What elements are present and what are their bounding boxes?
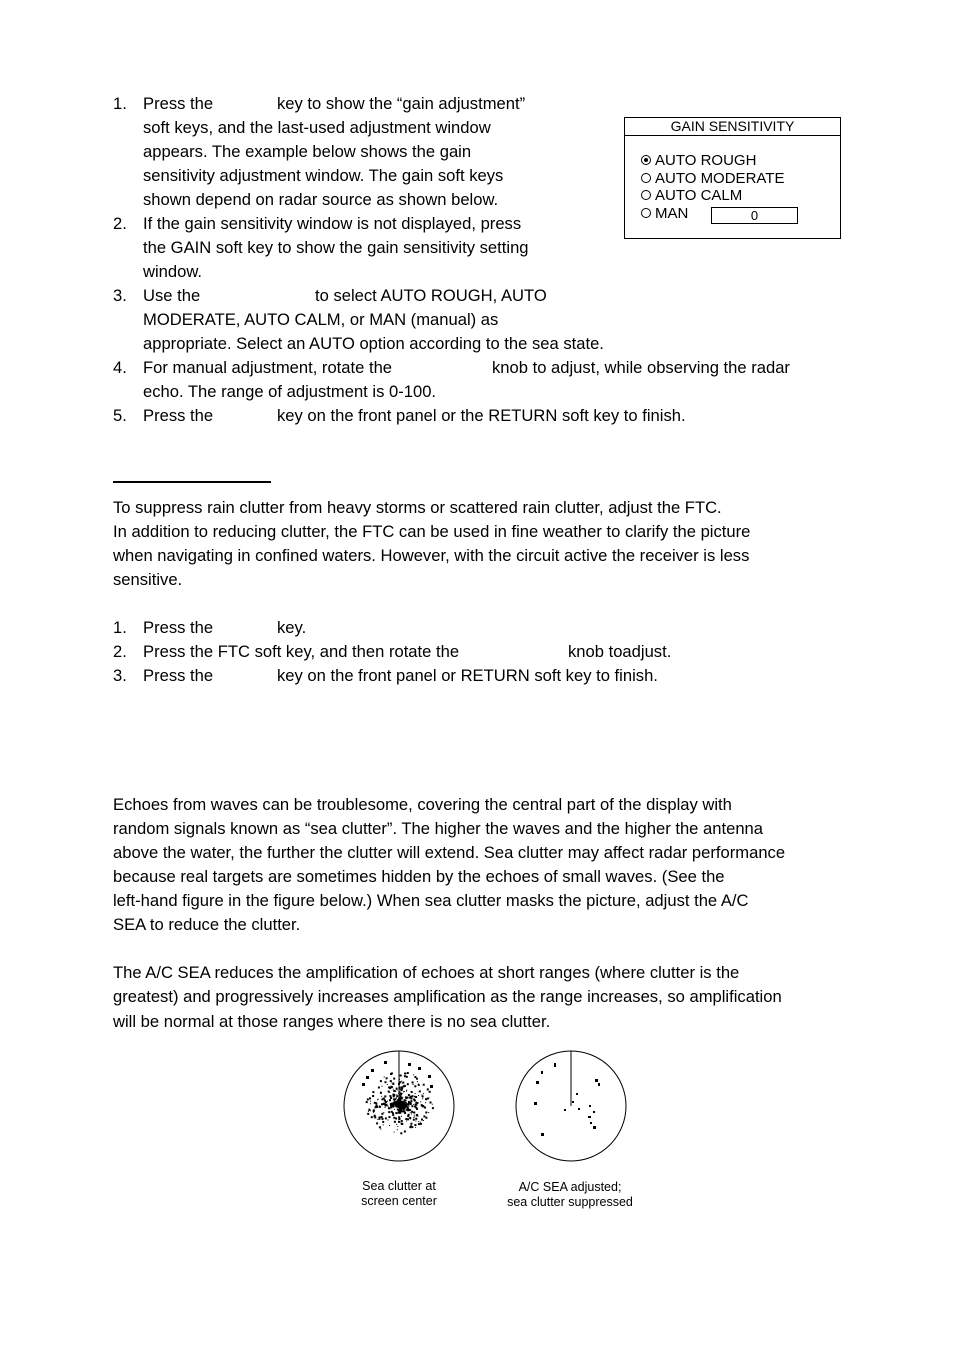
- clutter-echo: [392, 1114, 394, 1116]
- clutter-echo: [384, 1076, 385, 1077]
- clutter-echo: [382, 1118, 384, 1120]
- clutter-echo: [382, 1086, 383, 1087]
- clutter-echo: [406, 1090, 407, 1091]
- clutter-echo: [411, 1102, 412, 1103]
- option-label: MAN: [655, 205, 689, 222]
- clutter-echo: [398, 1110, 400, 1112]
- clutter-echo: [429, 1091, 431, 1093]
- step-text: key on the front panel or the RETURN soft key to finish.: [277, 406, 686, 425]
- clutter-echo: [397, 1089, 398, 1090]
- clutter-echo: [418, 1084, 419, 1085]
- clutter-echo: [373, 1109, 375, 1111]
- clutter-echo: [391, 1111, 393, 1113]
- clutter-echo: [408, 1094, 410, 1096]
- caption-line: A/C SEA adjusted;: [518, 1180, 622, 1194]
- option-auto-moderate[interactable]: [641, 170, 784, 187]
- paragraph-line: sensitive.: [113, 570, 183, 589]
- clutter-echo: [366, 1101, 368, 1103]
- clutter-echo: [419, 1090, 421, 1092]
- clutter-echo: [393, 1095, 395, 1097]
- clutter-echo: [413, 1112, 415, 1114]
- clutter-echo: [396, 1098, 397, 1099]
- clutter-echo: [391, 1103, 392, 1104]
- radio-selected-icon[interactable]: [641, 155, 651, 165]
- clutter-echo: [420, 1122, 421, 1123]
- clutter-echo: [399, 1075, 400, 1076]
- clutter-echo: [394, 1121, 396, 1123]
- clutter-echo: [399, 1079, 400, 1080]
- clutter-echo: [382, 1121, 384, 1123]
- clutter-echo: [407, 1072, 409, 1074]
- clutter-echo: [391, 1072, 393, 1074]
- target-echo: [418, 1067, 421, 1070]
- clutter-echo: [423, 1115, 425, 1117]
- clutter-echo: [425, 1102, 426, 1103]
- step-text: appropriate. Select an AUTO option according to the sea state.: [143, 334, 604, 353]
- clutter-echo: [399, 1087, 401, 1089]
- clutter-echo: [432, 1104, 433, 1105]
- clutter-echo: [400, 1132, 402, 1134]
- target-echo: [384, 1061, 387, 1064]
- clutter-echo: [427, 1098, 429, 1100]
- clutter-echo: [393, 1078, 395, 1080]
- clutter-echo: [400, 1122, 401, 1123]
- clutter-echo: [388, 1120, 389, 1121]
- clutter-echo: [388, 1106, 389, 1107]
- clutter-echo: [428, 1112, 429, 1113]
- option-auto-rough[interactable]: [641, 152, 756, 169]
- step-number: 2.: [113, 214, 127, 233]
- clutter-echo: [404, 1075, 406, 1077]
- window-title: GAIN SENSITIVITY: [625, 118, 840, 136]
- clutter-echo: [400, 1097, 401, 1098]
- gain-sensitivity-window: [624, 117, 841, 239]
- target-echo: [408, 1063, 411, 1066]
- clutter-echo: [403, 1108, 405, 1110]
- clutter-echo: [395, 1090, 396, 1091]
- step-text: knob to adjust, while observing the radar: [492, 358, 790, 377]
- clutter-echo: [409, 1117, 411, 1119]
- clutter-echo: [368, 1109, 370, 1111]
- clutter-echo: [432, 1107, 434, 1109]
- paragraph-line: To suppress rain clutter from heavy storms or scattered rain clutter, adjust the FTC.: [113, 498, 722, 517]
- step-text: If the gain sensitivity window is not displayed, press: [143, 214, 522, 233]
- clutter-echo: [399, 1101, 400, 1102]
- step-text: key.: [277, 618, 307, 637]
- clutter-echo: [391, 1082, 392, 1083]
- clutter-echo: [396, 1106, 398, 1108]
- clutter-echo: [411, 1105, 413, 1107]
- step-text: Press the: [143, 94, 214, 113]
- clutter-echo: [367, 1099, 369, 1101]
- clutter-echo: [418, 1095, 419, 1096]
- clutter-echo: [387, 1101, 388, 1102]
- option-man[interactable]: [641, 205, 688, 222]
- clutter-echo: [406, 1091, 407, 1092]
- clutter-echo: [387, 1084, 388, 1085]
- clutter-echo: [401, 1102, 402, 1103]
- clutter-echo: [430, 1102, 432, 1104]
- clutter-echo: [385, 1117, 387, 1119]
- clutter-echo: [401, 1089, 403, 1091]
- clutter-echo: [404, 1101, 405, 1102]
- clutter-echo: [414, 1085, 416, 1087]
- clutter-echo: [402, 1082, 404, 1084]
- clutter-echo: [367, 1113, 369, 1115]
- clutter-echo: [427, 1088, 429, 1090]
- clutter-echo: [410, 1112, 411, 1113]
- step-text: window.: [143, 262, 203, 281]
- paragraph-line: random signals known as “sea clutter”. The higher the waves and the higher the antenna: [113, 819, 764, 838]
- clutter-echo: [388, 1116, 390, 1118]
- clutter-echo: [402, 1093, 403, 1094]
- step-text: For manual adjustment, rotate the: [143, 358, 393, 377]
- clutter-echo: [402, 1097, 403, 1098]
- clutter-echo: [392, 1103, 394, 1105]
- clutter-echo: [381, 1103, 383, 1105]
- clutter-echo: [421, 1119, 423, 1121]
- clutter-echo: [405, 1118, 407, 1120]
- clutter-echo: [384, 1095, 386, 1097]
- clutter-echo: [414, 1116, 415, 1117]
- clutter-echo: [423, 1105, 424, 1106]
- clutter-echo: [397, 1126, 398, 1127]
- clutter-echo: [374, 1116, 376, 1118]
- clutter-echo: [400, 1109, 402, 1111]
- clutter-echo: [379, 1126, 381, 1128]
- clutter-echo: [392, 1105, 394, 1107]
- man-value-field[interactable]: 0: [711, 207, 798, 224]
- figure-caption-right: [490, 1180, 650, 1209]
- paragraph-line: left-hand figure in the figure below.) When sea clutter masks the picture, adjust the A/C: [113, 891, 749, 910]
- clutter-echo: [407, 1106, 409, 1108]
- clutter-echo: [406, 1076, 408, 1078]
- clutter-echo: [376, 1122, 378, 1124]
- clutter-echo: [399, 1081, 401, 1083]
- clutter-echo: [381, 1113, 383, 1115]
- clutter-echo: [401, 1123, 403, 1125]
- clutter-echo: [408, 1106, 409, 1107]
- clutter-echo: [414, 1096, 415, 1097]
- clutter-echo: [394, 1109, 395, 1110]
- clutter-echo: [385, 1105, 387, 1107]
- clutter-echo: [379, 1105, 380, 1106]
- clutter-echo: [390, 1097, 392, 1099]
- clutter-echo: [411, 1114, 412, 1115]
- clutter-echo: [404, 1112, 406, 1114]
- clutter-echo: [379, 1117, 381, 1119]
- step-text: soft keys, and the last-used adjustment window: [143, 118, 491, 137]
- clutter-echo: [393, 1082, 394, 1083]
- radar-figure-suppressed: [510, 1045, 632, 1167]
- clutter-echo: [415, 1104, 417, 1106]
- clutter-echo: [388, 1107, 390, 1109]
- clutter-echo: [383, 1124, 384, 1125]
- paragraph-line: The A/C SEA reduces the amplification of echoes at short ranges (where clutter is the: [113, 963, 740, 982]
- step-text: Use the: [143, 286, 201, 305]
- clutter-echo: [413, 1074, 414, 1075]
- clutter-echo: [380, 1080, 382, 1082]
- clutter-echo: [396, 1094, 397, 1095]
- clutter-echo: [403, 1091, 404, 1092]
- clutter-echo: [401, 1086, 403, 1088]
- clutter-echo: [425, 1098, 427, 1100]
- clutter-echo: [374, 1115, 376, 1117]
- clutter-echo: [381, 1116, 383, 1118]
- clutter-echo: [405, 1097, 407, 1099]
- clutter-echo: [423, 1093, 424, 1094]
- clutter-echo: [398, 1116, 400, 1118]
- step-text: echo. The range of adjustment is 0-100.: [143, 382, 437, 401]
- clutter-echo: [398, 1112, 399, 1113]
- clutter-echo: [398, 1093, 399, 1094]
- clutter-echo: [372, 1091, 374, 1093]
- clutter-echo: [395, 1118, 397, 1120]
- clutter-echo: [424, 1107, 426, 1109]
- clutter-echo: [397, 1129, 398, 1130]
- clutter-echo: [404, 1091, 405, 1092]
- clutter-echo: [404, 1085, 405, 1086]
- clutter-echo: [390, 1080, 392, 1082]
- paragraph-line: when navigating in confined waters. However, with the circuit active the receiver is less: [113, 546, 750, 565]
- target-echo: [430, 1085, 433, 1088]
- clutter-echo: [394, 1132, 395, 1133]
- clutter-echo: [404, 1110, 406, 1112]
- clutter-echo: [422, 1094, 423, 1095]
- clutter-echo: [390, 1086, 391, 1087]
- clutter-echo: [410, 1097, 411, 1098]
- clutter-echo: [417, 1081, 418, 1082]
- clutter-echo: [384, 1100, 386, 1102]
- clutter-echo: [401, 1116, 402, 1117]
- clutter-echo: [402, 1104, 403, 1105]
- caption-line: screen center: [361, 1193, 437, 1208]
- step-text: sensitivity adjustment window. The gain soft keys: [143, 166, 504, 185]
- section-divider: [113, 481, 271, 483]
- clutter-echo: [423, 1120, 424, 1121]
- clutter-echo: [389, 1087, 391, 1089]
- clutter-echo: [397, 1104, 399, 1106]
- clutter-echo: [415, 1118, 417, 1120]
- clutter-echo: [399, 1097, 400, 1098]
- clutter-echo: [407, 1115, 409, 1117]
- clutter-echo: [374, 1102, 376, 1104]
- radio-icon[interactable]: [641, 190, 651, 200]
- clutter-echo: [414, 1124, 416, 1126]
- clutter-echo: [380, 1129, 381, 1130]
- option-label: AUTO CALM: [655, 187, 743, 204]
- clutter-echo: [420, 1123, 422, 1125]
- step-text: to select AUTO ROUGH, AUTO: [315, 286, 547, 305]
- paragraph-line: will be normal at those ranges where there is no sea clutter.: [113, 1012, 551, 1031]
- clutter-echo: [423, 1084, 425, 1086]
- clutter-echo: [404, 1107, 405, 1108]
- step-text: the GAIN soft key to show the gain sensitivity setting: [143, 238, 529, 257]
- clutter-echo: [404, 1073, 406, 1075]
- step-text: Press the FTC soft key, and then rotate the: [143, 642, 460, 661]
- option-auto-calm[interactable]: [641, 187, 742, 204]
- clutter-echo: [372, 1095, 374, 1097]
- clutter-echo: [411, 1091, 413, 1093]
- paragraph-line: greatest) and progressively increases amplification as the range increases, so amplification: [113, 987, 782, 1006]
- clutter-echo: [415, 1107, 417, 1109]
- target-echo: [362, 1083, 365, 1086]
- clutter-echo: [373, 1112, 374, 1113]
- clutter-echo: [388, 1111, 390, 1113]
- clutter-echo: [380, 1092, 382, 1094]
- step-text: Press the: [143, 406, 214, 425]
- clutter-echo: [371, 1116, 373, 1118]
- target-echo: [428, 1075, 431, 1078]
- step-text: key to show the “gain adjustment”: [277, 94, 526, 113]
- clutter-echo: [378, 1087, 380, 1089]
- clutter-echo: [410, 1100, 412, 1102]
- step-text: appears. The example below shows the gain: [143, 142, 472, 161]
- clutter-echo: [370, 1103, 371, 1104]
- clutter-echo: [389, 1099, 391, 1101]
- clutter-echo: [394, 1100, 395, 1101]
- step-number: 2.: [113, 642, 127, 661]
- clutter-echo: [418, 1116, 419, 1117]
- step-number: 3.: [113, 286, 127, 305]
- clutter-echo: [401, 1081, 402, 1082]
- step-number: 5.: [113, 406, 127, 425]
- paragraph-line: above the water, the further the clutter will extend. Sea clutter may affect radar performance: [113, 843, 786, 862]
- clutter-echo: [399, 1099, 401, 1101]
- clutter-echo: [413, 1119, 415, 1121]
- clutter-echo: [397, 1099, 398, 1100]
- clutter-echo: [398, 1118, 400, 1120]
- clutter-echo: [398, 1121, 400, 1123]
- step-text: knob toadjust.: [568, 642, 672, 661]
- clutter-echo: [396, 1088, 398, 1090]
- step-number: 1.: [113, 94, 127, 113]
- paragraph-line: because real targets are sometimes hidden by the echoes of small waves. (See the: [113, 867, 725, 886]
- clutter-echo: [389, 1092, 390, 1093]
- clutter-echo: [407, 1118, 409, 1120]
- clutter-echo: [410, 1098, 412, 1100]
- clutter-echo: [418, 1121, 419, 1122]
- clutter-echo: [411, 1126, 413, 1128]
- clutter-echo: [376, 1106, 378, 1108]
- clutter-echo: [397, 1101, 398, 1102]
- paragraph-line: In addition to reducing clutter, the FTC can be used in fine weather to clarify the picture: [113, 522, 751, 541]
- clutter-echo: [415, 1127, 416, 1128]
- step-text: shown depend on radar source as shown below.: [143, 190, 499, 209]
- step-number: 1.: [113, 618, 127, 637]
- target-echo: [371, 1069, 374, 1072]
- step-text: Press the: [143, 666, 214, 685]
- clutter-echo: [382, 1098, 384, 1100]
- clutter-echo: [425, 1112, 427, 1114]
- clutter-echo: [377, 1099, 378, 1100]
- radio-icon[interactable]: [641, 173, 651, 183]
- clutter-echo: [404, 1131, 406, 1133]
- clutter-echo: [377, 1119, 378, 1120]
- clutter-echo: [383, 1112, 384, 1113]
- clutter-echo: [381, 1096, 382, 1097]
- paragraph-line: SEA to reduce the clutter.: [113, 915, 301, 934]
- clutter-echo: [409, 1126, 411, 1128]
- clutter-echo: [407, 1083, 409, 1085]
- clutter-echo: [395, 1112, 397, 1114]
- clutter-echo: [396, 1095, 398, 1097]
- clutter-echo: [406, 1100, 407, 1101]
- clutter-echo: [414, 1115, 415, 1116]
- clutter-echo: [408, 1103, 410, 1105]
- option-label: AUTO ROUGH: [655, 152, 757, 169]
- clutter-echo: [407, 1110, 408, 1111]
- clutter-echo: [385, 1107, 386, 1108]
- step-text: Press the: [143, 618, 214, 637]
- clutter-echo: [408, 1109, 410, 1111]
- clutter-echo: [422, 1098, 423, 1099]
- paragraph-line: Echoes from waves can be troublesome, covering the central part of the display with: [113, 795, 732, 814]
- clutter-echo: [385, 1103, 386, 1104]
- figure-caption-left: [338, 1179, 460, 1208]
- clutter-echo: [420, 1101, 421, 1102]
- clutter-echo: [369, 1097, 371, 1099]
- caption-line: sea clutter suppressed: [507, 1194, 633, 1209]
- clutter-echo: [393, 1094, 394, 1095]
- clutter-echo: [414, 1076, 416, 1078]
- clutter-echo: [415, 1120, 416, 1121]
- clutter-echo: [416, 1102, 417, 1103]
- clutter-echo: [422, 1095, 424, 1097]
- radar-figure-clutter: [338, 1045, 460, 1167]
- radio-icon[interactable]: [641, 208, 651, 218]
- clutter-echo: [370, 1101, 371, 1102]
- clutter-echo: [404, 1099, 406, 1101]
- option-label: AUTO MODERATE: [655, 170, 785, 187]
- caption-line: Sea clutter at: [362, 1179, 436, 1193]
- clutter-echo: [412, 1082, 414, 1084]
- clutter-echo: [413, 1099, 415, 1101]
- clutter-echo: [425, 1117, 427, 1119]
- clutter-echo: [413, 1084, 414, 1085]
- clutter-echo: [368, 1111, 369, 1112]
- clutter-echo: [387, 1105, 388, 1106]
- clutter-echo: [415, 1093, 416, 1094]
- step-text: MODERATE, AUTO CALM, or MAN (manual) as: [143, 310, 499, 329]
- clutter-echo: [385, 1081, 387, 1083]
- clutter-echo: [418, 1123, 420, 1125]
- clutter-echo: [389, 1095, 391, 1097]
- clutter-echo: [393, 1089, 394, 1090]
- clutter-echo: [410, 1123, 412, 1125]
- step-number: 4.: [113, 358, 127, 377]
- clutter-echo: [398, 1083, 400, 1085]
- clutter-echo: [406, 1102, 407, 1103]
- clutter-echo: [406, 1104, 408, 1106]
- clutter-echo: [401, 1120, 403, 1122]
- step-text: key on the front panel or RETURN soft key to finish.: [277, 666, 658, 685]
- clutter-echo: [413, 1104, 414, 1105]
- clutter-echo: [406, 1120, 407, 1121]
- target-echo: [366, 1076, 369, 1079]
- clutter-echo: [399, 1107, 400, 1108]
- clutter-echo: [395, 1106, 396, 1107]
- clutter-echo: [399, 1104, 401, 1106]
- clutter-echo: [402, 1102, 403, 1103]
- clutter-echo: [396, 1124, 397, 1125]
- clutter-echo: [386, 1077, 388, 1079]
- step-number: 3.: [113, 666, 127, 685]
- clutter-echo: [393, 1117, 395, 1119]
- clutter-echo: [389, 1125, 390, 1126]
